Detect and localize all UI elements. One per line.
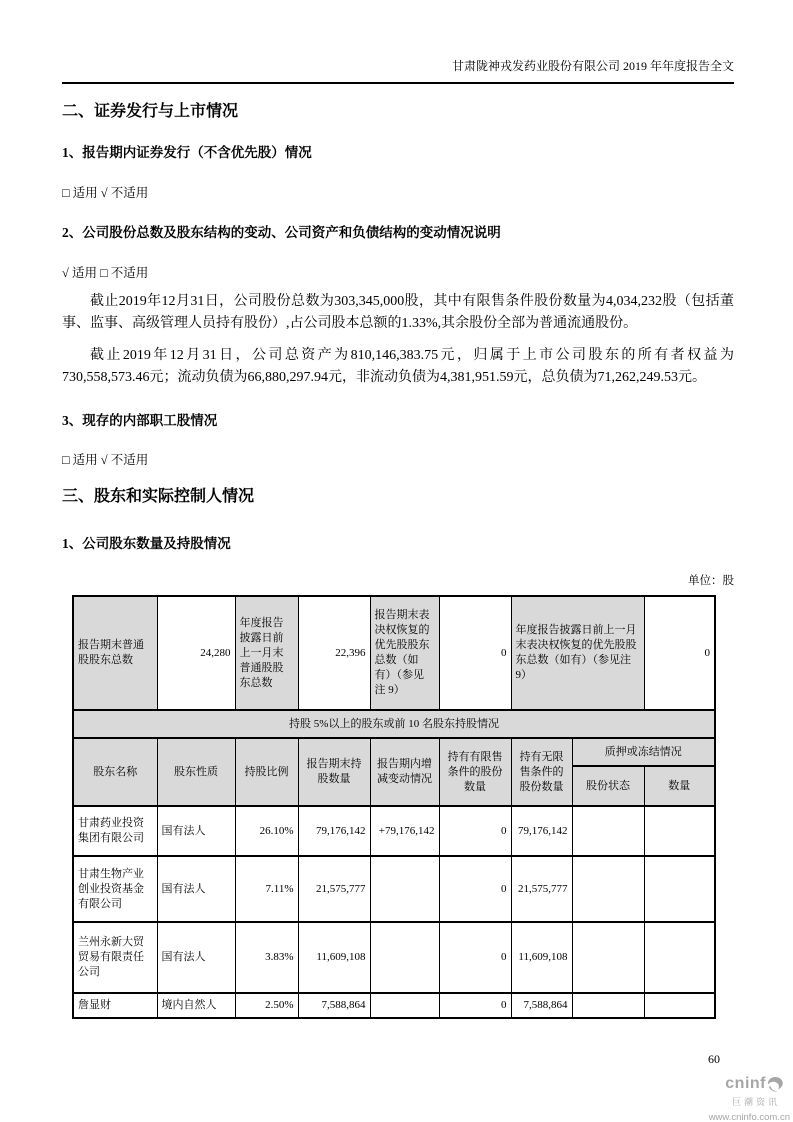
count-label-common-prior-month: 年度报告披露日前上一月末普通股股东总数 xyxy=(235,596,298,710)
section-3-heading: 三、股东和实际控制人情况 xyxy=(62,488,255,505)
cell-pledge-qty xyxy=(644,856,715,922)
count-label-preferred-prior-month: 年度报告披露日前上一月末表决权恢复的优先股股东总数（如有）（参见注 9） xyxy=(511,596,644,710)
table-header-row xyxy=(73,738,715,766)
col-header-name: 股东名称 xyxy=(73,738,157,806)
cell-restricted: 0 xyxy=(439,856,511,922)
cell-pledge-qty xyxy=(644,922,715,993)
cell-unrestricted: 21,575,777 xyxy=(511,856,572,922)
cell-pledge-qty xyxy=(644,806,715,856)
cninfo-logo-text: cninf xyxy=(725,1075,766,1092)
cell-pledge-qty xyxy=(644,993,715,1018)
cell-pledge-status xyxy=(572,993,644,1018)
cell-nature: 国有法人 xyxy=(157,922,235,993)
cell-restricted: 0 xyxy=(439,993,511,1018)
cell-unrestricted: 79,176,142 xyxy=(511,806,572,856)
col-header-restricted: 持有有限售条件的股份数量 xyxy=(439,738,511,806)
applicability-line-2: √ 适用 □ 不适用 xyxy=(62,266,149,280)
shareholder-count-row xyxy=(73,596,715,710)
cell-unrestricted: 11,609,108 xyxy=(511,922,572,993)
page-header-title: 甘肃陇神戎发药业股份有限公司 2019 年年度报告全文 xyxy=(62,56,734,84)
count-value-preferred-end: 0 xyxy=(439,596,511,710)
cell-nature: 国有法人 xyxy=(157,806,235,856)
section-2-3-heading: 3、现存的内部职工股情况 xyxy=(62,413,218,428)
section-2-1-heading: 1、报告期内证券发行（不含优先股）情况 xyxy=(62,145,312,160)
cell-pledge-status xyxy=(572,922,644,993)
shareholder-table xyxy=(72,595,716,1019)
section-2-heading: 二、证券发行与上市情况 xyxy=(62,103,239,120)
shareholder-row xyxy=(73,856,715,922)
shareholder-row xyxy=(73,922,715,993)
shareholder-row xyxy=(73,806,715,856)
applicability-line-3: □ 适用 √ 不适用 xyxy=(62,453,149,467)
col-header-ratio: 持股比例 xyxy=(235,738,298,806)
col-header-pledge-status: 股份状态 xyxy=(572,766,644,806)
share-total-paragraph: 截止2019年12月31日，公司股份总数为303,345,000股，其中有限售条件股份数量为4,034,232股（包括董事、监事、高级管理人员持有股份）,占公司股本总额的1.33%,其余股份全部为普通流通股份。 xyxy=(62,294,734,331)
cninfo-logo-icon xyxy=(767,1077,784,1092)
cell-nature: 国有法人 xyxy=(157,856,235,922)
cell-change xyxy=(370,993,439,1018)
cell-shares-end: 11,609,108 xyxy=(298,922,370,993)
cninfo-logo-subtitle: 巨潮资讯 xyxy=(731,1096,780,1107)
cell-change: +79,176,142 xyxy=(370,806,439,856)
count-value-preferred-prior-month: 0 xyxy=(644,596,715,710)
section-3-1-heading: 1、公司股东数量及持股情况 xyxy=(62,536,231,551)
cell-restricted: 0 xyxy=(439,922,511,993)
cell-restricted: 0 xyxy=(439,806,511,856)
cell-shares-end: 7,588,864 xyxy=(298,993,370,1018)
cell-ratio: 7.11% xyxy=(235,856,298,922)
col-header-change: 报告期内增减变动情况 xyxy=(370,738,439,806)
cell-pledge-status xyxy=(572,856,644,922)
cell-pledge-status xyxy=(572,806,644,856)
shareholder-row xyxy=(73,993,715,1018)
page-number: 60 xyxy=(708,1052,720,1066)
col-header-pledge: 质押或冻结情况 xyxy=(572,738,715,766)
unit-label: 单位：股 xyxy=(688,575,734,587)
cell-ratio: 3.83% xyxy=(235,922,298,993)
col-header-pledge-qty: 数量 xyxy=(644,766,715,806)
cell-name: 詹显财 xyxy=(73,993,157,1018)
cninfo-logo-url: www.cninfo.com.cn xyxy=(708,1111,790,1122)
table-band-row xyxy=(73,710,715,738)
cell-shares-end: 79,176,142 xyxy=(298,806,370,856)
count-value-common-end: 24,280 xyxy=(157,596,235,710)
section-2-2-heading: 2、公司股份总数及股东结构的变动、公司资产和负债结构的变动情况说明 xyxy=(62,225,501,240)
cell-nature: 境内自然人 xyxy=(157,993,235,1018)
count-label-common-end: 报告期末普通股股东总数 xyxy=(73,596,157,710)
cell-shares-end: 21,575,777 xyxy=(298,856,370,922)
cell-name: 甘肃药业投资集团有限公司 xyxy=(73,806,157,856)
cell-ratio: 26.10% xyxy=(235,806,298,856)
count-value-common-prior-month: 22,396 xyxy=(298,596,370,710)
band-title: 持股 5%以上的股东或前 10 名股东持股情况 xyxy=(73,710,715,738)
cninfo-logo xyxy=(700,1076,790,1122)
asset-liability-paragraph: 截止2019年12月31日，公司总资产为810,146,383.75元，归属于上市公司股东的所有者权益为730,558,573.46元；流动负债为66,880,297.94元，非流动负债为4,381,951.59元，总负债为71,262,249.53元。 xyxy=(62,348,734,385)
cell-change xyxy=(370,922,439,993)
col-header-shares-end: 报告期末持股数量 xyxy=(298,738,370,806)
cell-change xyxy=(370,856,439,922)
applicability-line-1: □ 适用 √ 不适用 xyxy=(62,186,149,200)
count-label-preferred-end: 报告期末表决权恢复的优先股股东总数（如有）（参见注 9） xyxy=(370,596,439,710)
cell-ratio: 2.50% xyxy=(235,993,298,1018)
col-header-unrestricted: 持有无限售条件的股份数量 xyxy=(511,738,572,806)
col-header-nature: 股东性质 xyxy=(157,738,235,806)
cell-unrestricted: 7,588,864 xyxy=(511,993,572,1018)
cell-name: 兰州永新大贸贸易有限责任公司 xyxy=(73,922,157,993)
cell-name: 甘肃生物产业创业投资基金有限公司 xyxy=(73,856,157,922)
